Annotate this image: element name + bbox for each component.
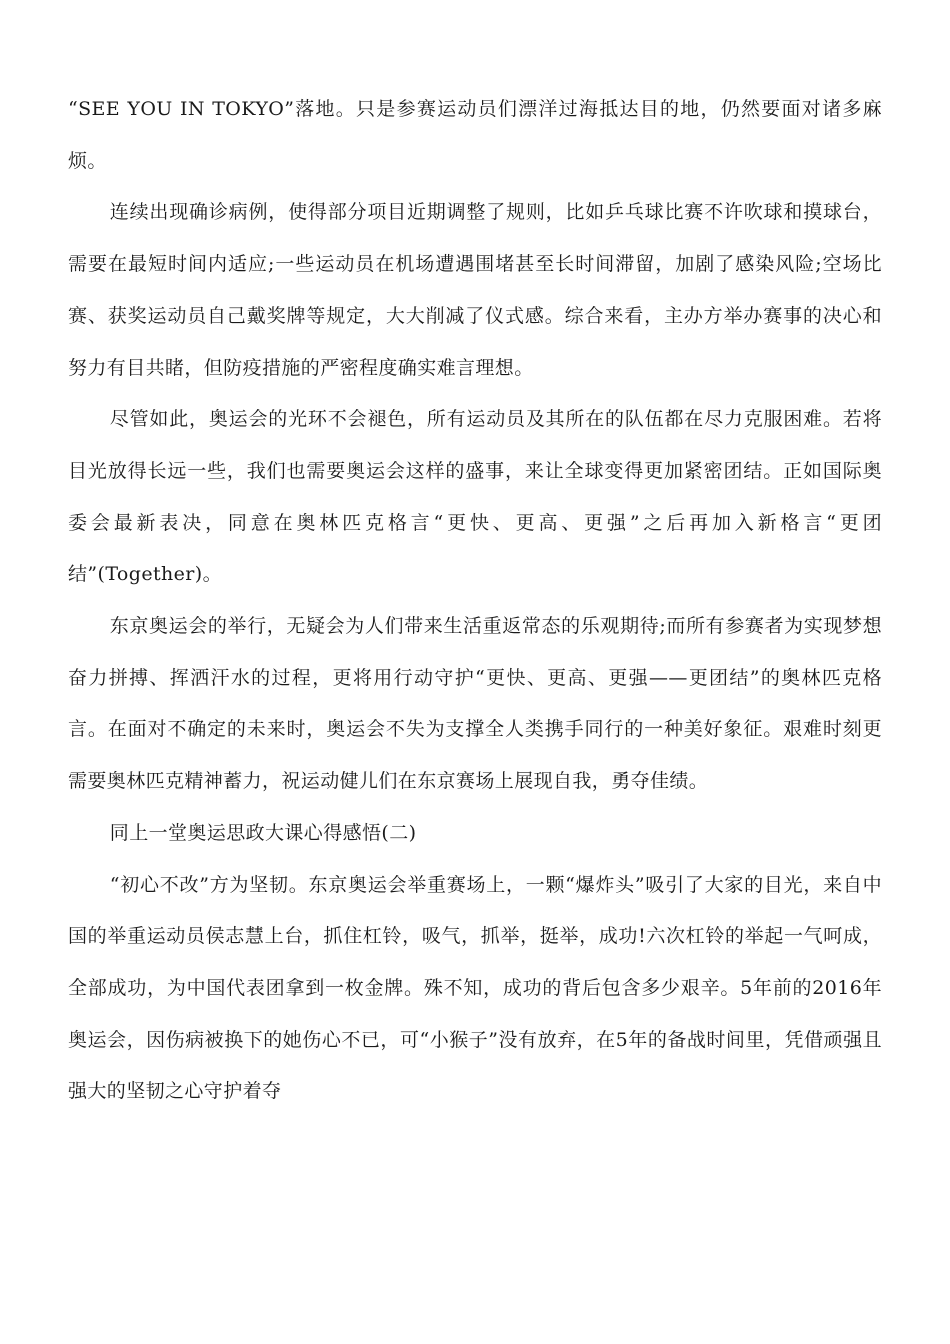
paragraph-4: 东京奥运会的举行，无疑会为人们带来生活重返常态的乐观期待;而所有参赛者为实现梦想奋力拼搏、挥洒汗水的过程，更将用行动守护“更快、更高、更强——更团结”的奥林匹克格言。在面对不确定的未来时，奥运会不失为支撑全人类携手同行的一种美好象征。艰难时刻更需要奥林匹克精神蓄力，祝运动健儿们在东京赛场上展现自我，勇夺佳绩。 [68, 615, 882, 793]
paragraph-2: 连续出现确诊病例，使得部分项目近期调整了规则，比如乒乓球比赛不许吹球和摸球台，需要在最短时间内适应;一些运动员在机场遭遇围堵甚至长时间滞留，加剧了感染风险;空场比赛、获奖运动员自己戴奖牌等规定，大大削减了仪式感。综合来看，主办方举办赛事的决心和努力有目共睹，但防疫措施的严密程度确实难言理想。 [68, 201, 882, 379]
paragraph-5: “初心不改”方为坚韧。东京奥运会举重赛场上，一颗“爆炸头”吸引了大家的目光，来自中国的举重运动员侯志慧上台，抓住杠铃，吸气，抓举，挺举，成功!六次杠铃的举起一气呵成，全部成功，为中国代表团拿到一枚金牌。殊不知，成功的背后包含多少艰辛。5年前的2016年奥运会，因伤病被换下的她伤心不已，可“小猴子”没有放弃，在5年的备战时间里，凭借顽强且强大的坚韧之心守护着夺 [68, 873, 882, 1103]
paragraph-3: 尽管如此，奥运会的光环不会褪色，所有运动员及其所在的队伍都在尽力克服困难。若将目光放得长远一些，我们也需要奥运会这样的盛事，来让全球变得更加紧密团结。正如国际奥委会最新表决，同意在奥林匹克格言“更快、更高、更强”之后再加入新格言“更团结”(Together)。 [68, 408, 882, 586]
section-heading: 同上一堂奥运思政大课心得感悟(二) [109, 821, 417, 844]
document-body [68, 84, 882, 1118]
paragraph-1: “SEE YOU IN TOKYO”落地。只是参赛运动员们漂洋过海抵达目的地，仍然要面对诸多麻烦。 [68, 98, 882, 172]
